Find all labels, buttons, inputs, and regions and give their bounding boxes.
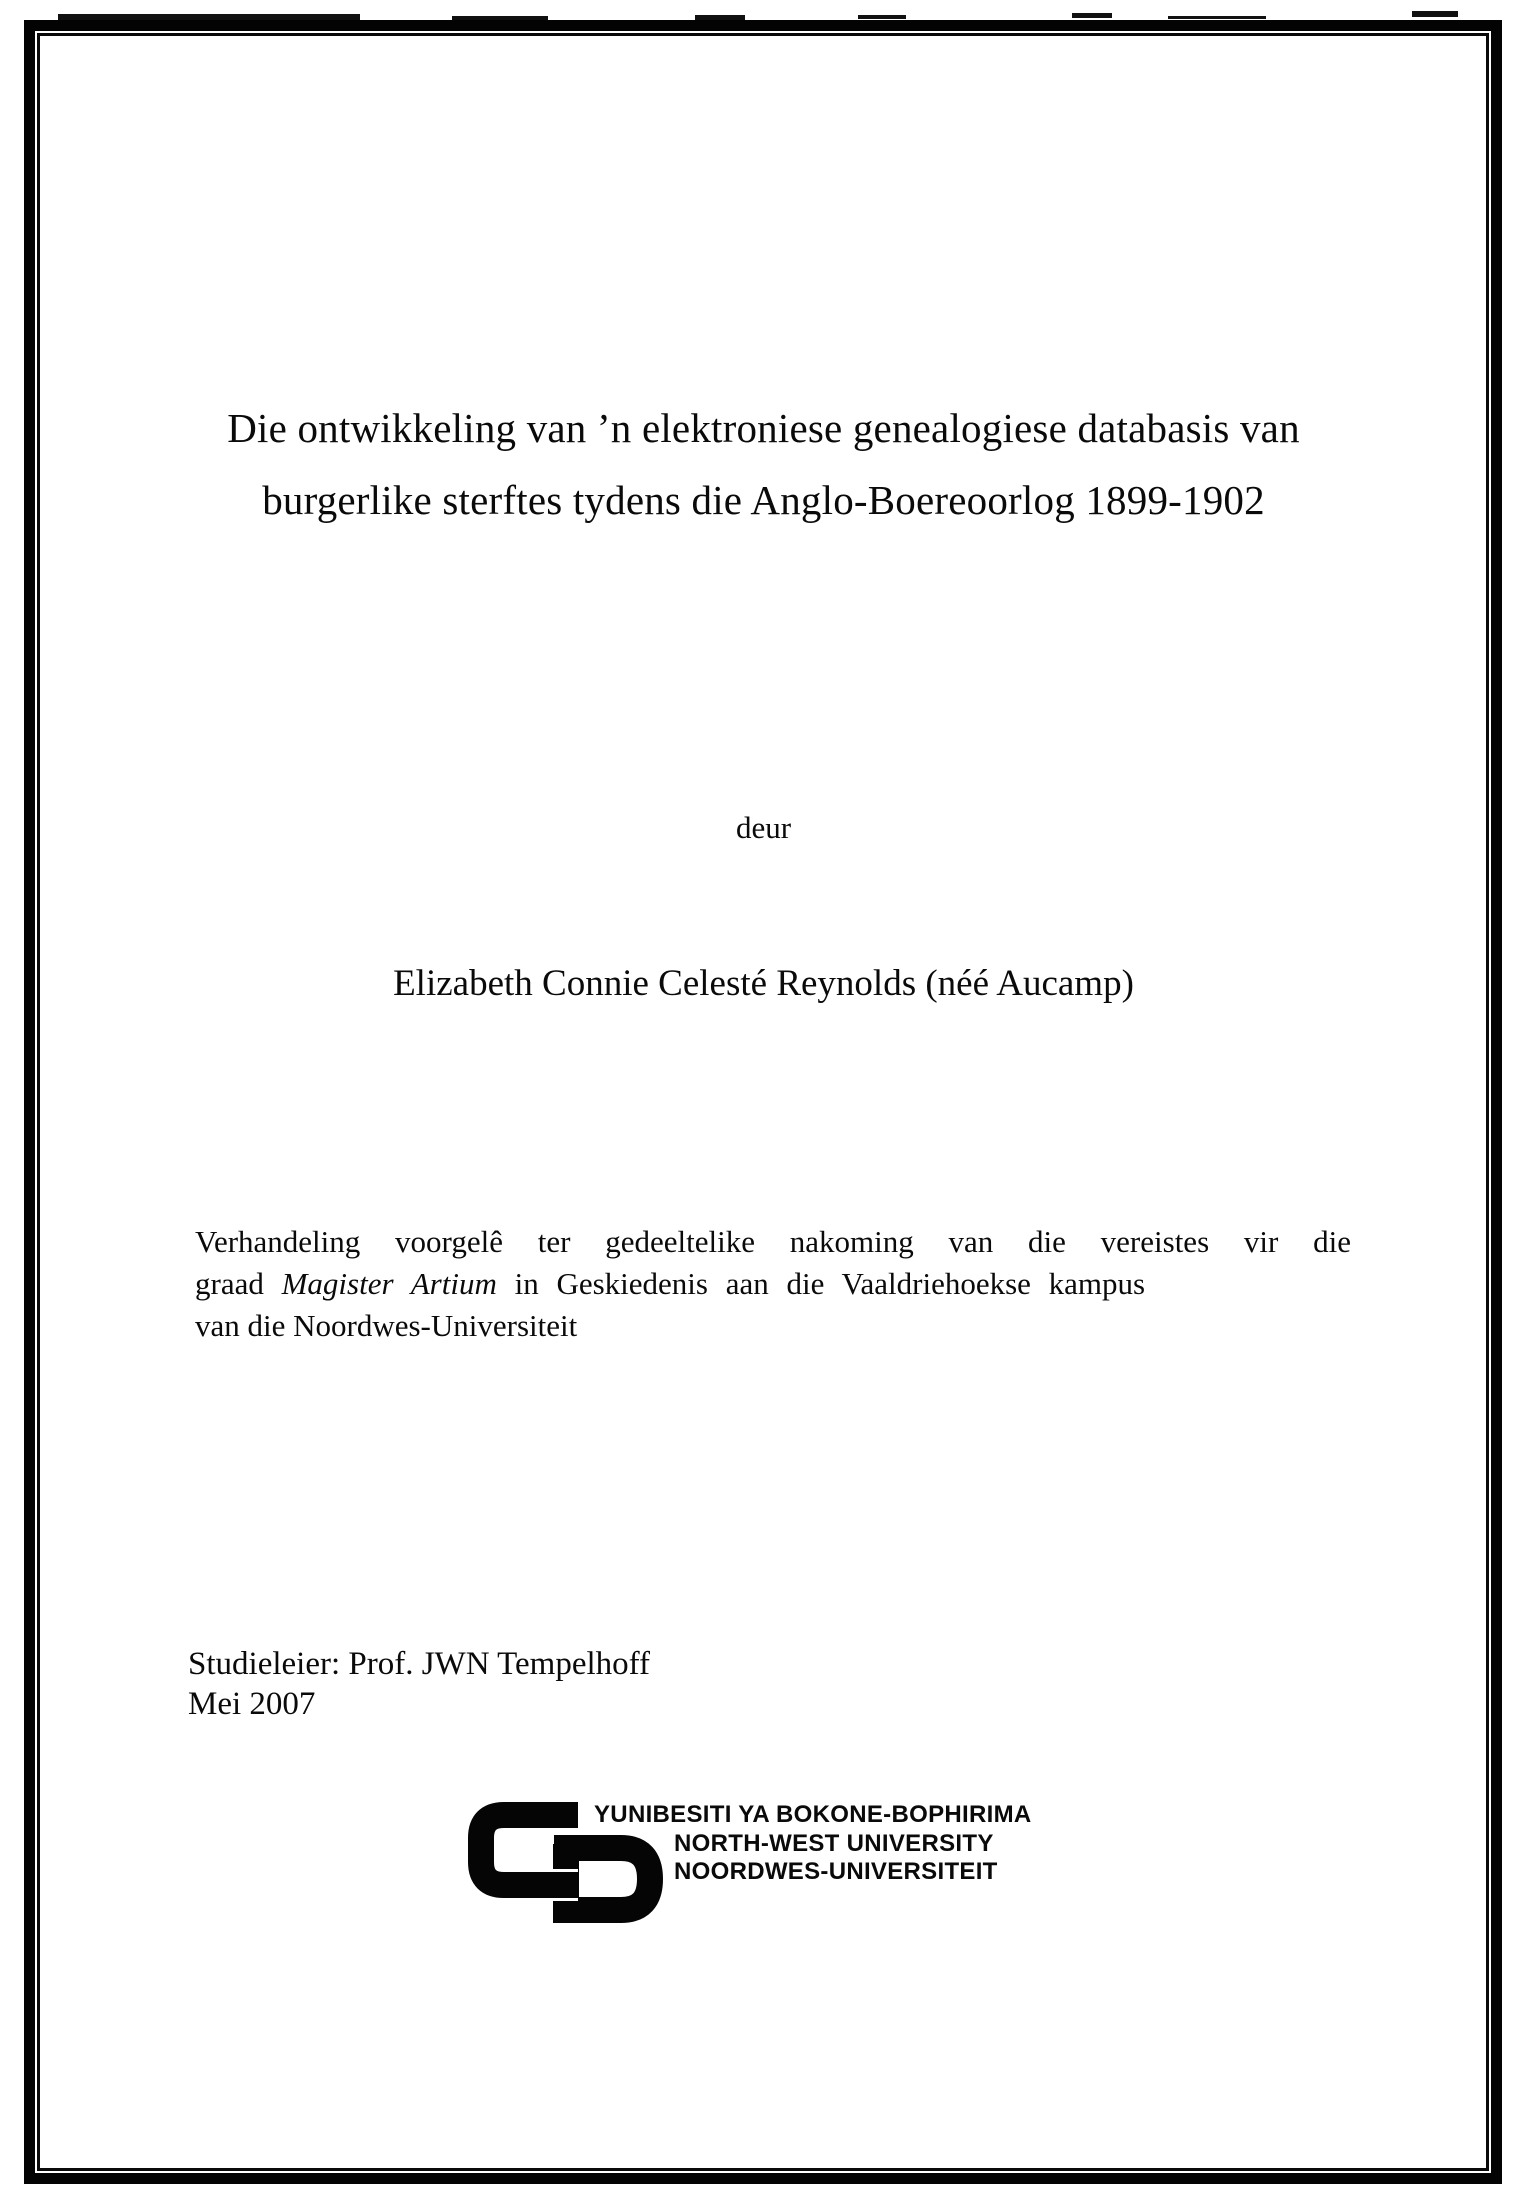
byline-label: deur (735, 810, 792, 845)
logo-text-afrikaans: NOORDWES-UNIVERSITEIT (674, 1858, 998, 1885)
degree-suffix-text: in Geskiedenis aan die Vaaldriehoekse kampus (496, 1266, 1146, 1301)
author-name: Elizabeth Connie Celesté Reynolds (néé Aucamp) (393, 963, 1134, 1004)
submission-statement-line-2 (195, 1263, 1351, 1305)
supervisor-block (188, 1644, 650, 1724)
scan-artifact (858, 15, 906, 19)
logo-text-english: NORTH-WEST UNIVERSITY (674, 1830, 994, 1857)
scan-artifact (1072, 13, 1112, 18)
submission-statement-line-1: Verhandeling voorgelê ter gedeeltelike nakoming van die vereistes vir die (195, 1224, 1351, 1259)
scan-artifact (1168, 16, 1266, 19)
scan-artifact (1412, 11, 1458, 17)
submission-statement (195, 1221, 1351, 1347)
degree-prefix-text: graad (195, 1266, 282, 1301)
page-title-line-1: Die ontwikkeling van ’n elektroniese genealogiese databasis van (227, 405, 1300, 451)
supervisor-line: Studieleier: Prof. JWN Tempelhoff (188, 1646, 651, 1682)
degree-name-italic: Magister Artium (281, 1266, 497, 1301)
date-line: Mei 2007 (188, 1686, 316, 1722)
page-title-line-2: burgerlike sterftes tydens die Anglo-Boereoorlog 1899-1902 (262, 477, 1265, 523)
logo-text-setswana: YUNIBESITI YA BOKONE-BOPHIRIMA (594, 1801, 1032, 1828)
submission-statement-line-3: van die Noordwes-Universiteit (195, 1308, 578, 1343)
